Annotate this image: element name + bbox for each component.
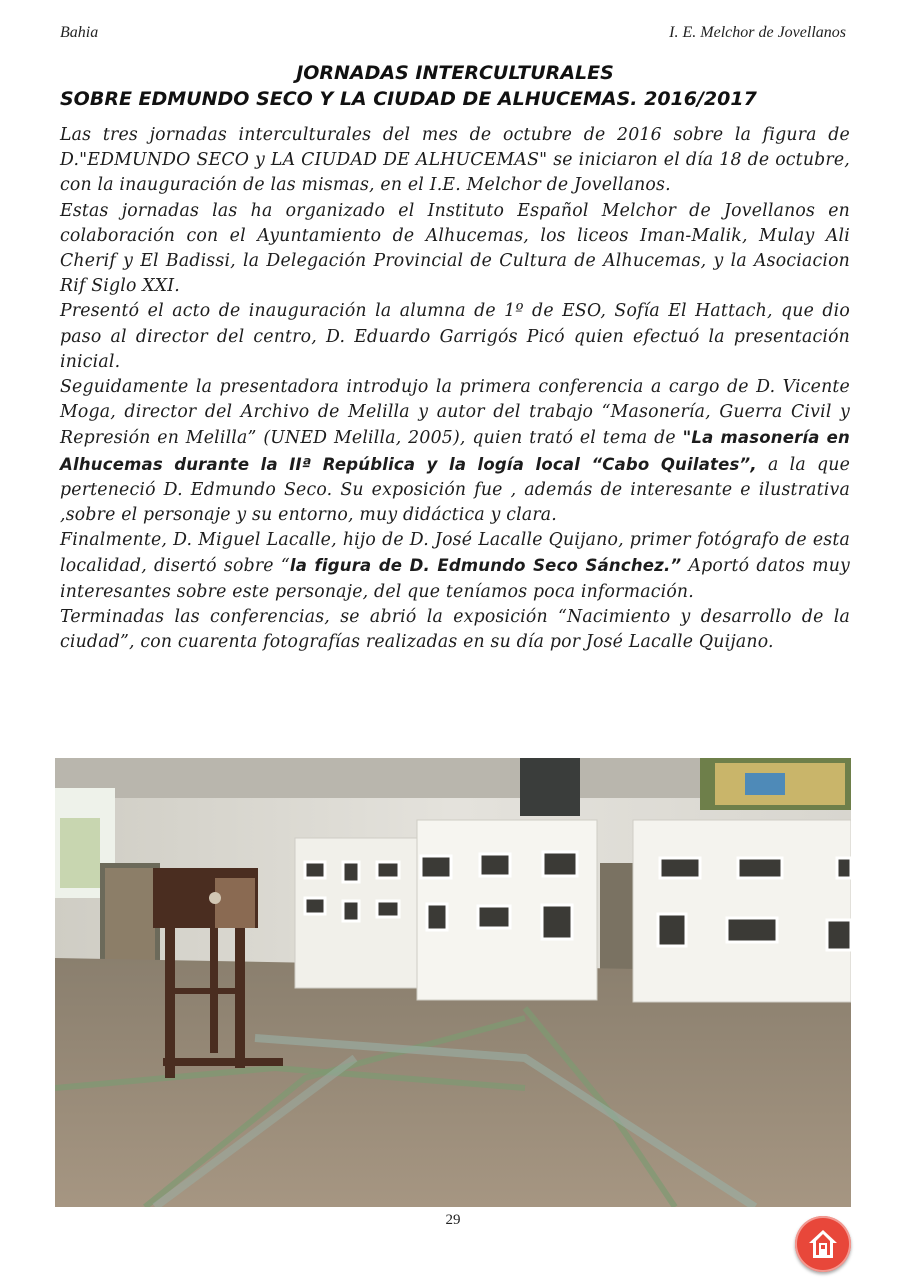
home-button[interactable] (795, 1216, 851, 1272)
home-icon (806, 1227, 840, 1261)
paragraph-4-text-a: Seguidamente la presentadora introdujo la primera conferencia a cargo de D. Vicente Moga, director del Archivo de Melilla y autor del trabajo “Masonería, Guerra Civil y Represión en Melilla” (UNED Melilla, 2005), quien trató el tema de (60, 377, 850, 449)
page-number: 29 (445, 1212, 461, 1228)
paragraph-6: Terminadas las conferencias, se abrió la exposición “Nacimiento y desarrollo de la ciudad”, con cuarenta fotografías realizadas en su día por José Lacalle Quijano. (60, 606, 850, 653)
paragraph-5-emphasis: la figura de D. Edmundo Seco Sánchez.” (289, 556, 682, 576)
paragraph-5-text-a: Finalmente, D. Miguel Lacalle, hijo de D. José Lacalle Quijano, primer fotógrafo de esta localidad, disertó sobre “ (60, 530, 850, 577)
title-line-1: JORNADAS INTERCULTURALES (296, 62, 614, 84)
title-line-2: SOBRE EDMUNDO SECO Y LA CIUDAD DE ALHUCEMAS. 2016/2017 (60, 88, 757, 110)
paragraph-2: Estas jornadas las ha organizado el Instituto Español Melchor de Jovellanos en colaboración con el Ayuntamiento de Alhucemas, los liceos Iman-Malik, Mulay Ali Cherif y El Badissi, la Delegación Provincial de Cultura de Alhucemas, y la Asociacion Rif Siglo XXI. (60, 200, 850, 297)
running-header-right: I. E. Melchor de Jovellanos (669, 24, 846, 41)
paragraph-4 (60, 375, 850, 528)
article-title (60, 60, 850, 112)
paragraph-4-emphasis: "La masonería en Alhucemas durante la IIª República y la logía local “Cabo Quilates”, (60, 428, 850, 474)
paragraph-5-text-b: Aportó datos muy interesantes sobre este personaje, del que teníamos poca información. (60, 556, 850, 602)
paragraph-3: Presentó el acto de inauguración la alumna de 1º de ESO, Sofía El Hattach, que dio paso al director del centro, D. Eduardo Garrigós Picó quien efectuó la presentación inicial. (60, 301, 850, 372)
article-body (60, 123, 850, 655)
exhibition-photo (55, 758, 851, 1207)
paragraph-5 (60, 528, 850, 605)
running-header-left: Bahia (60, 24, 99, 41)
paragraph-1: Las tres jornadas interculturales del mes de octubre de 2016 sobre la figura de D."EDMUNDO SECO y LA CIUDAD DE ALHUCEMAS" se iniciaron el día 18 de octubre, con la inauguración de las mismas, en el I.E. Melchor de Jovellanos. (60, 125, 850, 196)
paragraph-4-text-b: a la que perteneció D. Edmundo Seco. Su exposición fue , además de interesante e ilustrativa ,sobre el personaje y su entorno, muy didáctica y clara. (60, 454, 850, 526)
